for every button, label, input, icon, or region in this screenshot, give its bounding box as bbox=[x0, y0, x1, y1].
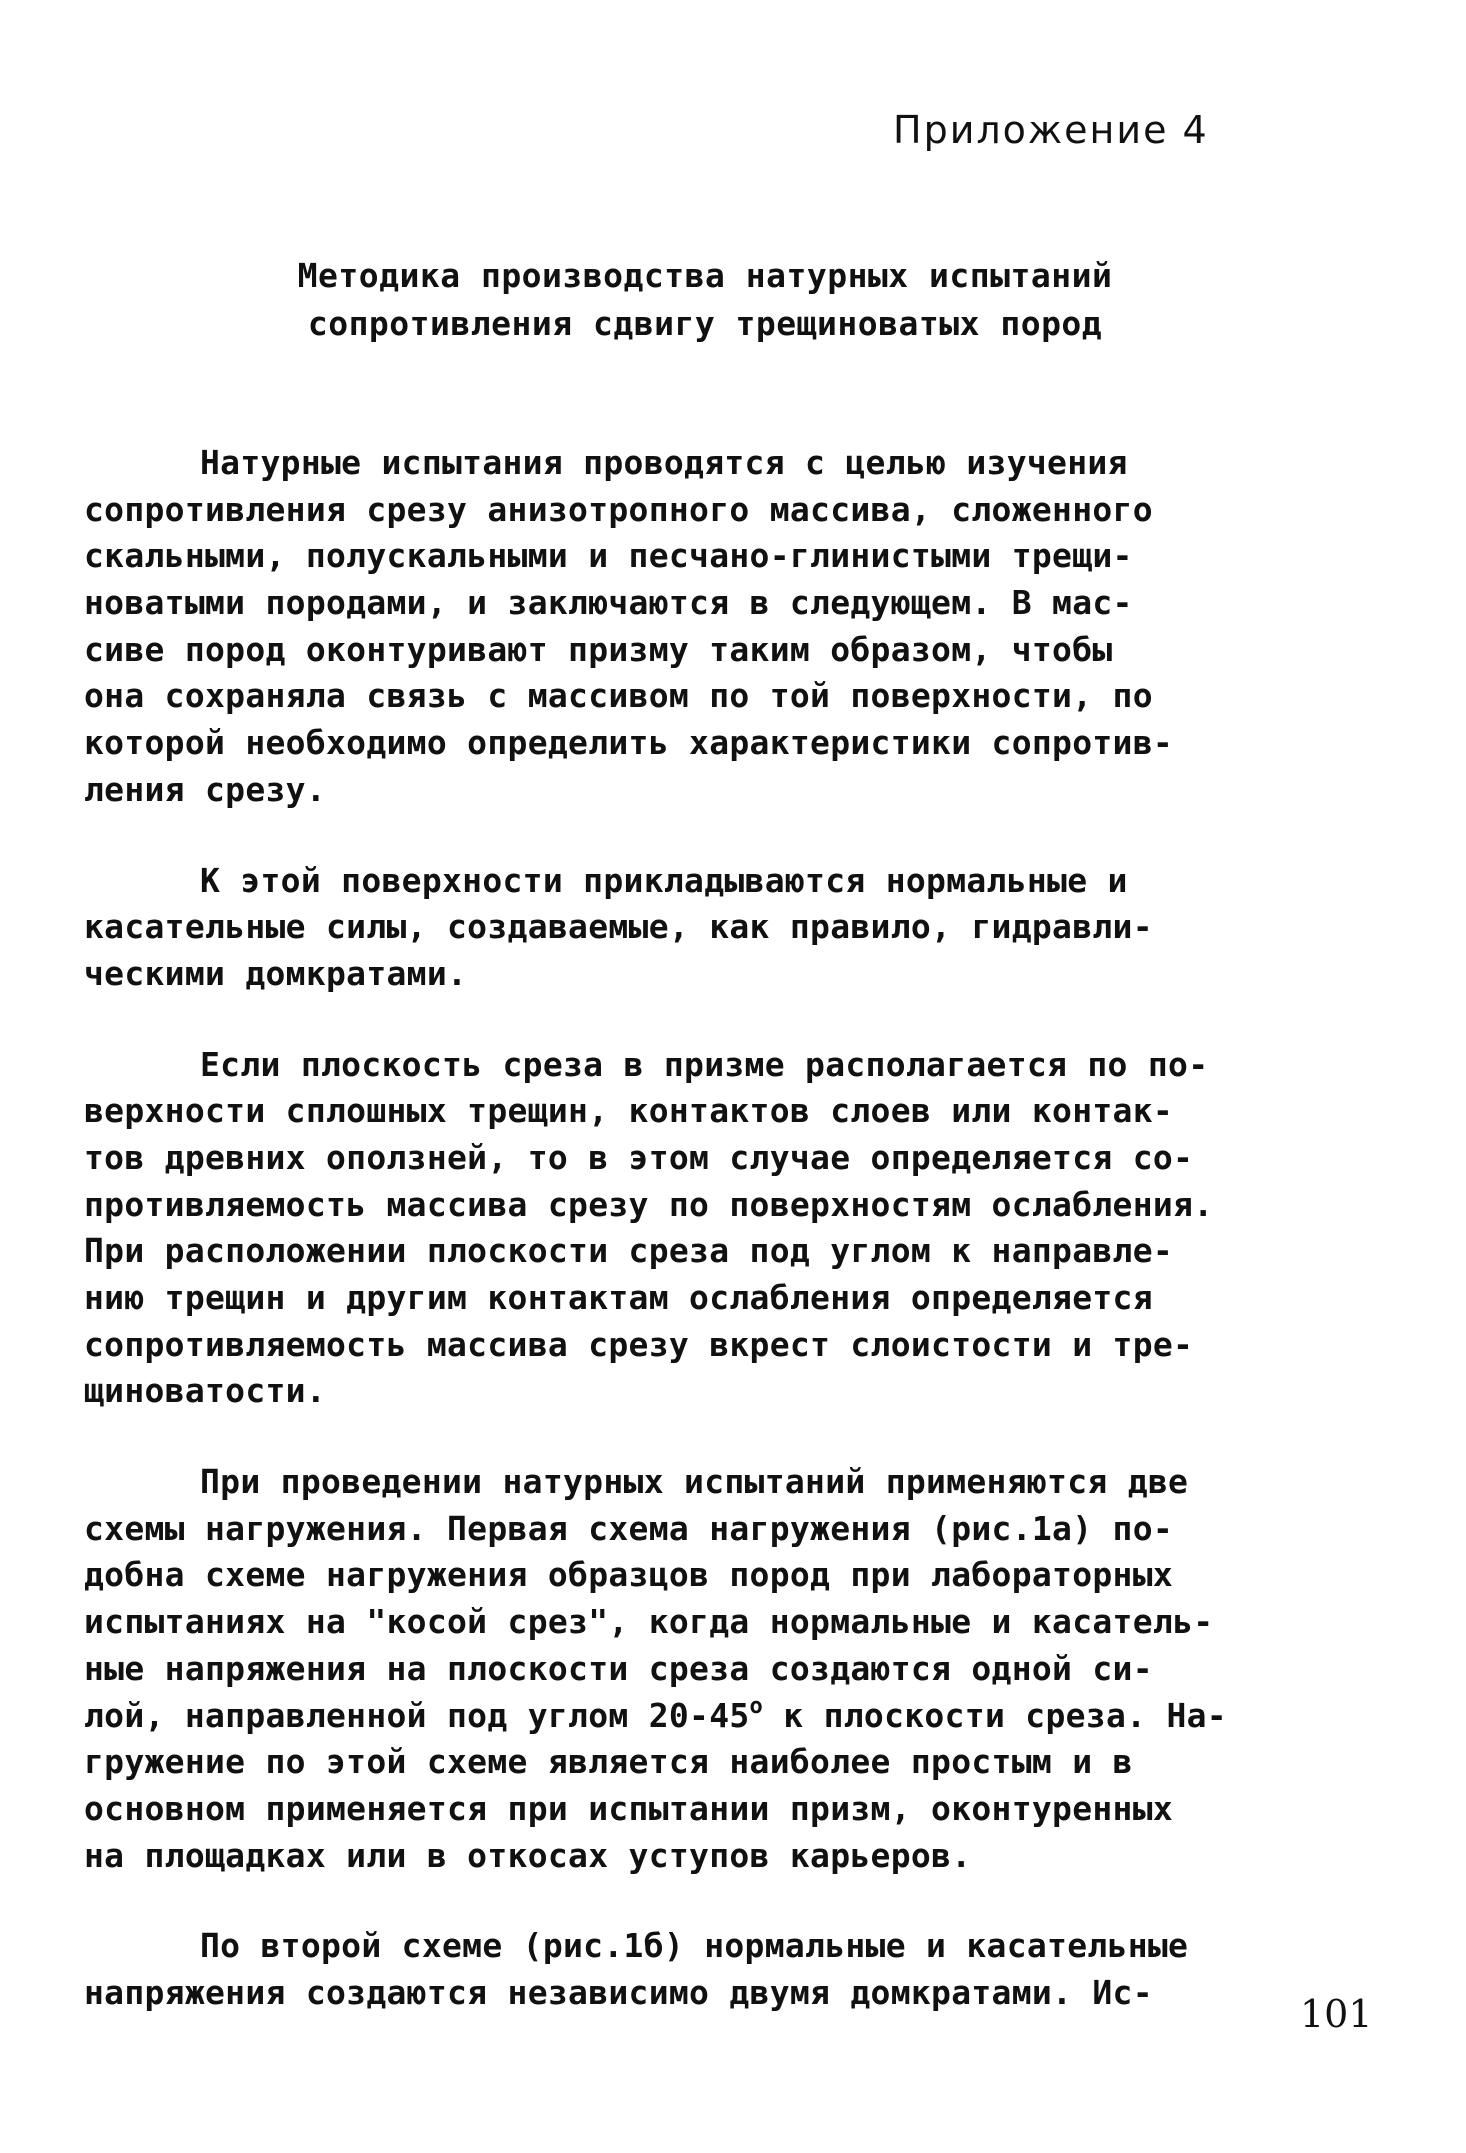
document-body bbox=[84, 440, 1404, 2061]
text-line: ления срезу. bbox=[84, 769, 327, 809]
text-line: противляемость массива срезу по поверхностям ослабления. bbox=[84, 1184, 1214, 1224]
text-line: напряжения создаются независимо двумя домкратами. Ис- bbox=[84, 1972, 1153, 2012]
text-line: основном применяется при испытании призм, оконтуренных bbox=[84, 1788, 1174, 1828]
text-line: она сохраняла связь с массивом по той поверхности, по bbox=[84, 676, 1153, 716]
text-line: испытаниях на "косой срез", когда нормальные и касатель- bbox=[84, 1602, 1214, 1642]
text-segment: к плоскости среза. На- bbox=[763, 1695, 1227, 1735]
text-line: верхности сплошных трещин, контактов слоев или контак- bbox=[84, 1091, 1174, 1131]
text-line: ческими домкратами. bbox=[84, 953, 468, 993]
text-line: При расположении плоскости среза под углом к направле- bbox=[84, 1231, 1174, 1271]
text-segment: лой, направленной под углом 20-45 bbox=[84, 1695, 750, 1735]
text-line: нию трещин и другим контактам ослабления определяется bbox=[84, 1278, 1153, 1317]
text-line: ные напряжения на плоскости среза создаются одной си- bbox=[84, 1648, 1153, 1688]
appendix-label: Приложение 4 bbox=[893, 108, 1209, 152]
paragraph-4 bbox=[84, 1459, 1404, 1879]
paragraph-5 bbox=[84, 1923, 1404, 2016]
title-line-2: сопротивления сдвигу трещиноватых пород bbox=[307, 304, 1103, 343]
title-line-1: Методика производства натурных испытаний bbox=[297, 256, 1113, 295]
degree-superscript: о bbox=[749, 1693, 764, 1719]
text-line: гружение по этой схеме является наиболее простым и в bbox=[84, 1742, 1133, 1782]
text-line: сопротивления срезу анизотропного массива, сложенного bbox=[84, 489, 1153, 529]
paragraph-2 bbox=[84, 858, 1404, 998]
text-line-with-degree bbox=[84, 1693, 1404, 1740]
text-line: тов древних оползней, то в этом случае определяется со- bbox=[84, 1137, 1194, 1177]
text-line: которой необходимо определить характеристики сопротив- bbox=[84, 723, 1174, 763]
text-line: Если плоскость среза в призме располагается по по- bbox=[200, 1044, 1209, 1084]
text-line: При проведении натурных испытаний применяются две bbox=[200, 1462, 1189, 1502]
text-line: новатыми породами, и заключаются в следующем. В мас- bbox=[84, 583, 1133, 623]
text-line: добна схеме нагружения образцов пород при лабораторных bbox=[84, 1555, 1174, 1595]
page-number: 101 bbox=[1300, 1992, 1373, 2036]
paragraph-3 bbox=[84, 1042, 1404, 1416]
text-line: К этой поверхности прикладываются нормальные и bbox=[200, 860, 1128, 900]
text-line: на площадках или в откосах уступов карьеров. bbox=[84, 1835, 972, 1875]
text-line: По второй схеме (рис.1б) нормальные и касательные bbox=[200, 1926, 1189, 1966]
document-title bbox=[200, 252, 1210, 348]
text-line: схемы нагружения. Первая схема нагружения (рис.1а) по- bbox=[84, 1508, 1174, 1548]
paragraph-1 bbox=[84, 440, 1404, 814]
text-line: касательные силы, создаваемые, как правило, гидравли- bbox=[84, 907, 1153, 947]
text-line: щиноватости. bbox=[84, 1371, 327, 1411]
text-line: Натурные испытания проводятся с целью изучения bbox=[200, 443, 1128, 482]
text-line: скальными, полускальными и песчано-глинистыми трещи- bbox=[84, 536, 1133, 576]
text-line: сопротивляемость массива срезу вкрест слоистости и тре- bbox=[84, 1324, 1194, 1364]
text-line: сиве пород оконтуривают призму таким образом, чтобы bbox=[84, 629, 1113, 669]
